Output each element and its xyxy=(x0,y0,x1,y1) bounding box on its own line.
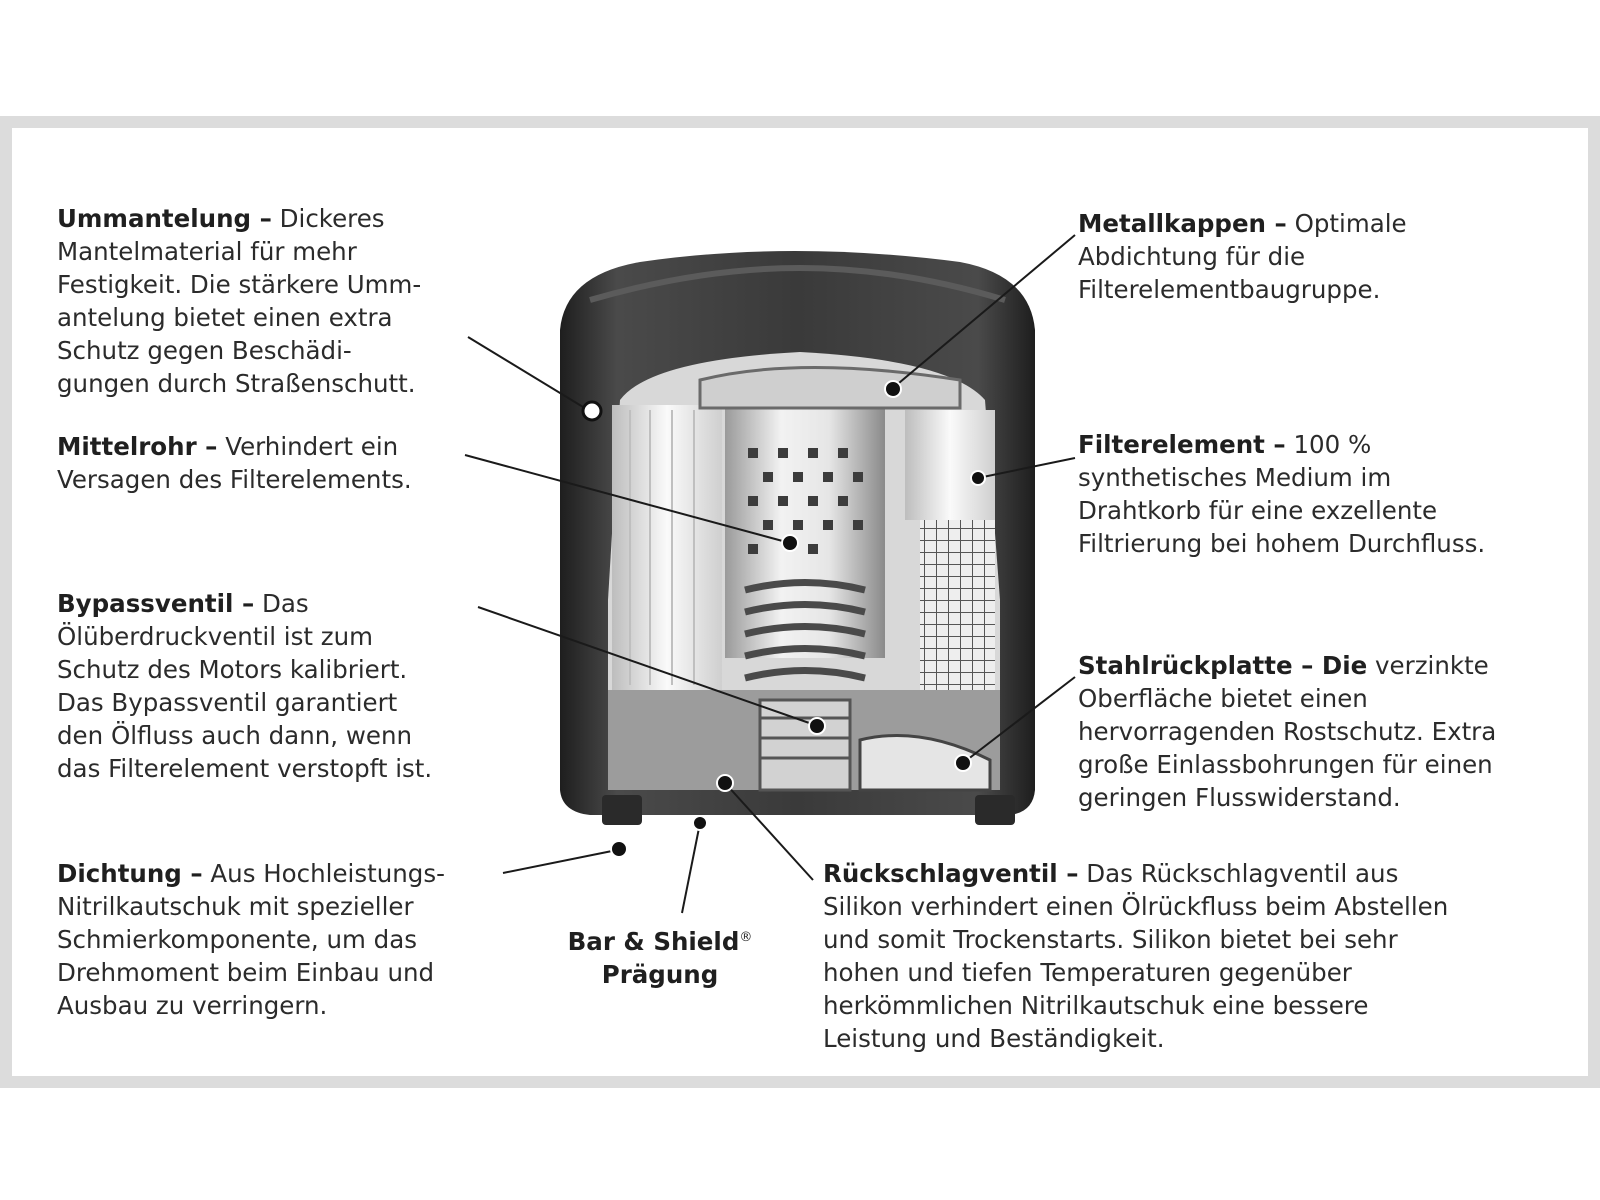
callout-text: Das Ölüberdruckventil ist zum Schutz des Motors kalibriert. Das Bypassventil garantiert den Ölfluss auch dann, wenn das Filterelement verstopft ist. xyxy=(57,589,433,783)
callout-title: Dichtung – xyxy=(57,859,203,888)
threaded-outlet xyxy=(760,700,850,790)
callout-title: Filterelement – xyxy=(1078,430,1286,459)
callout-text: Optimale Abdichtung für die Filterelementbaugruppe. xyxy=(1078,209,1407,304)
filter-media-right xyxy=(905,410,995,520)
callout-title: Bypassventil – xyxy=(57,589,255,618)
callout-text: Verhindert ein Versagen des Filterelements. xyxy=(57,432,412,494)
callout-rueckschlagventil xyxy=(823,857,1543,1055)
callout-text: verzinkte Oberfläche bietet einen hervorragenden Rostschutz. Extra große Einlassbohrungen für einen geringen Flusswiderstand. xyxy=(1078,651,1497,812)
anchor-bypassventil xyxy=(809,718,825,734)
anchor-ummantelung xyxy=(583,402,601,420)
center-tube xyxy=(725,408,885,658)
callout-dichtung xyxy=(57,857,517,1022)
callout-title: Bar & Shield xyxy=(567,927,740,956)
callout-title: Mittelrohr – xyxy=(57,432,218,461)
anchor-bar-shield xyxy=(693,816,707,830)
callout-text: 100 % synthetisches Medium im Drahtkorb für eine exzellente Filtrierung bei hohem Durchfluss. xyxy=(1078,430,1486,558)
callout-filterelement xyxy=(1078,428,1558,560)
anchor-mittelrohr xyxy=(782,535,798,551)
anchor-filterelement xyxy=(971,471,985,485)
wire-basket-mesh xyxy=(920,520,995,690)
filter-media-left xyxy=(612,405,722,690)
registered-mark: ® xyxy=(739,930,753,945)
callout-bar-shield xyxy=(545,921,775,991)
anchor-rueckschlagventil xyxy=(717,775,733,791)
anchor-stahlrueckplatte xyxy=(955,755,971,771)
callout-title: Stahlrückplatte – Die xyxy=(1078,651,1368,680)
callout-stahlrueckplatte xyxy=(1078,649,1568,814)
anchor-dichtung xyxy=(611,841,627,857)
callout-title: Ummantelung – xyxy=(57,204,272,233)
callout-title: Metallkappen – xyxy=(1078,209,1287,238)
callout-title: Rückschlagventil – xyxy=(823,859,1079,888)
callout-metallkappen xyxy=(1078,207,1538,306)
callout-bypassventil xyxy=(57,587,497,785)
callout-line2: Prägung xyxy=(601,960,719,989)
callout-text: Dickeres Mantelmaterial für mehr Festigkeit. Die stärkere Umm- antelung bietet einen extra Schutz gegen Beschädi- gungen durch Straßenschutt. xyxy=(57,204,422,398)
callout-ummantelung xyxy=(57,202,487,400)
metal-end-cap xyxy=(700,368,960,409)
cutaway-window xyxy=(608,352,1000,790)
anchor-metallkappen xyxy=(885,381,901,397)
callout-text: Das Rückschlagventil aus Silikon verhindert einen Ölrückfluss beim Abstellen und somit Trockenstarts. Silikon bietet bei sehr hohen und tiefen Temperaturen gegenüber herkömmlichen Nitrilkautschuk eine bessere Leistung und Beständigkeit. xyxy=(823,859,1449,1053)
callout-text: Aus Hochleistungs- Nitrilkautschuk mit spezieller Schmierkomponente, um das Drehmoment beim Einbau und Ausbau zu verringern. xyxy=(57,859,445,1020)
callout-mittelrohr xyxy=(57,430,477,496)
